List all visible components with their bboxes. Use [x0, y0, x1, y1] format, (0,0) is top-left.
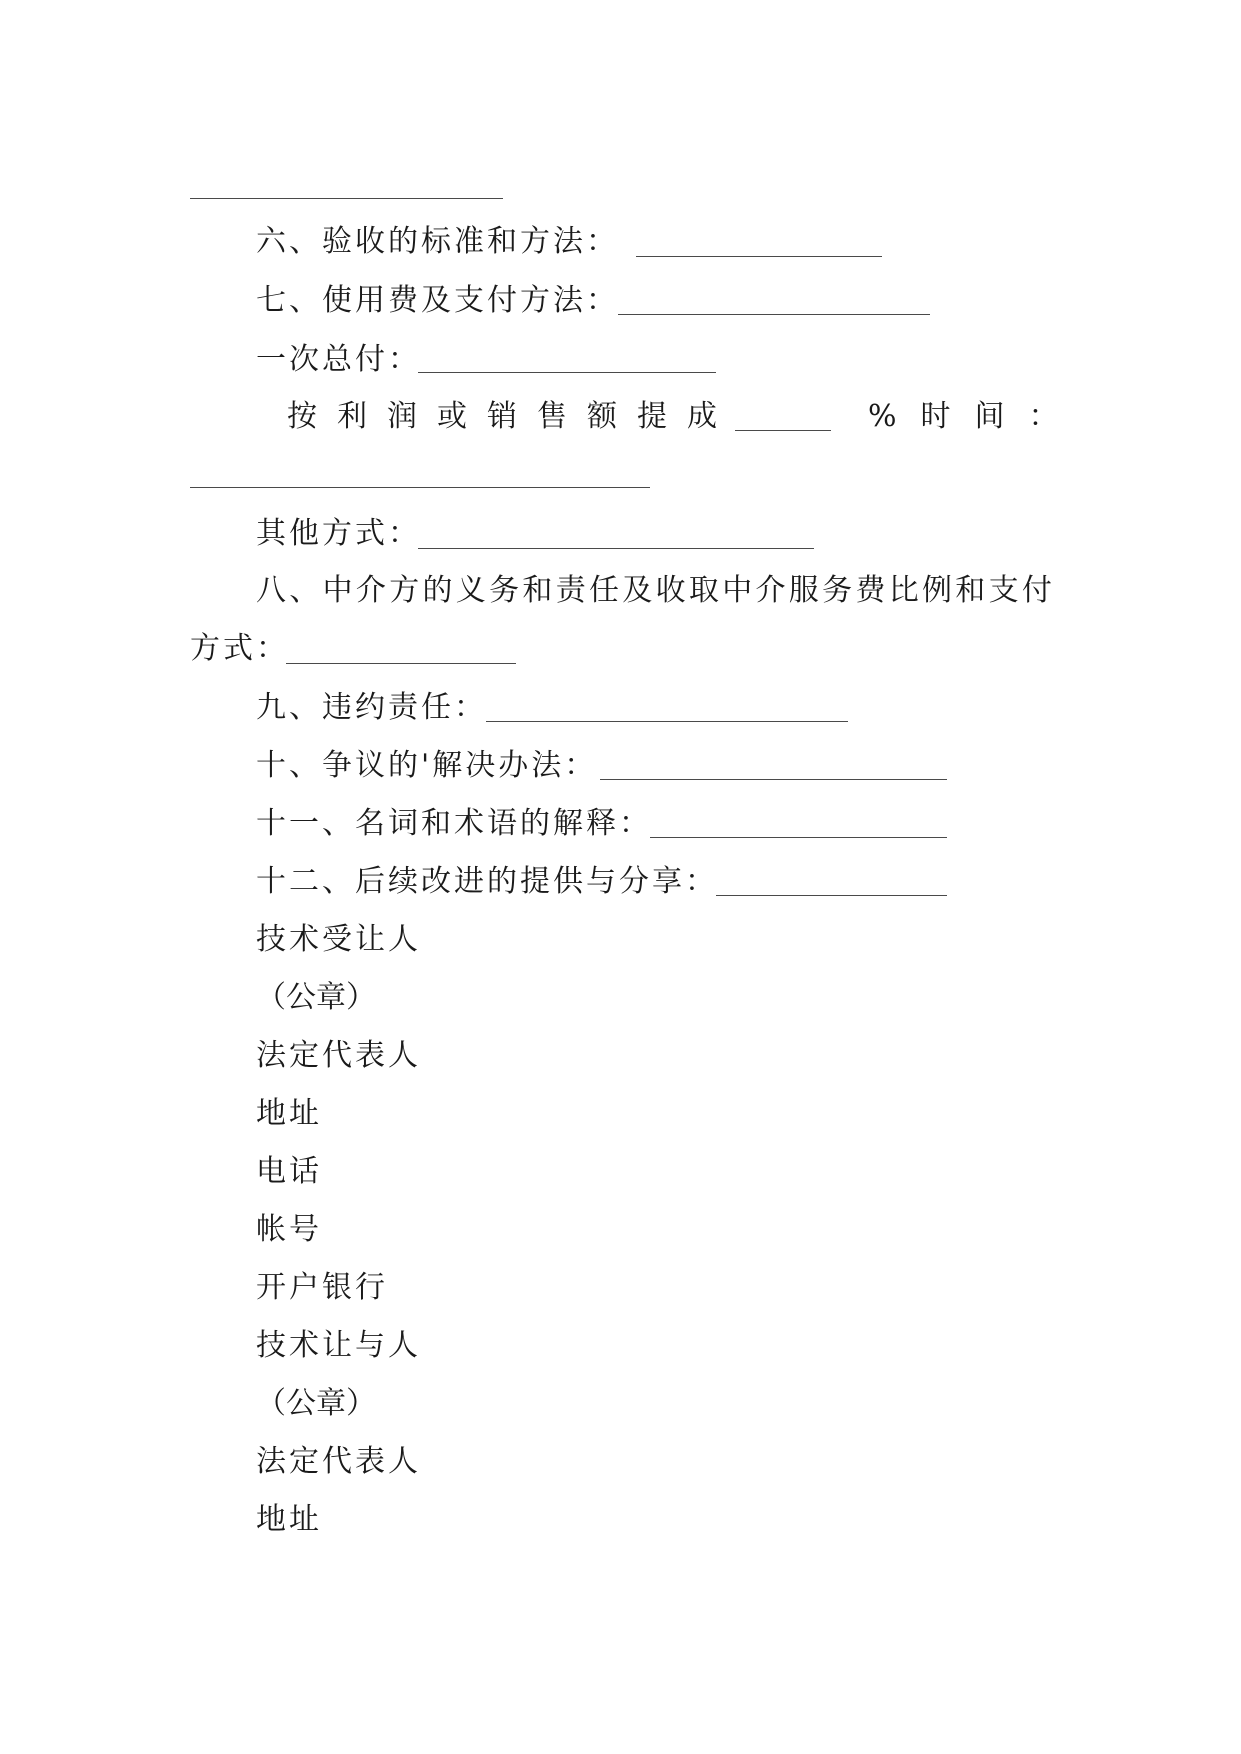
transferee-address: 地址 — [256, 1096, 322, 1131]
clause-12-blank — [716, 895, 947, 896]
royalty-label: 按利润或销售额提成 — [287, 399, 737, 434]
transferee-bank: 开户银行 — [256, 1270, 388, 1305]
transferor-representative: 法定代表人 — [256, 1444, 421, 1479]
lump-sum-label: 一次总付： — [256, 342, 421, 377]
clause-12-label: 十二、后续改进的提供与分享： — [256, 864, 718, 899]
clause-6-blank — [636, 256, 882, 257]
clause-9-blank — [486, 721, 848, 722]
clause-10-label: 十、争议的'解决办法： — [256, 748, 598, 783]
clause-11-label: 十一、名词和术语的解释： — [256, 806, 652, 841]
other-method-blank — [418, 548, 814, 549]
transferor-title: 技术让与人 — [256, 1328, 421, 1363]
clause-9-label: 九、违约责任： — [256, 690, 487, 725]
royalty-pct-blank — [735, 430, 831, 431]
clause-10-blank — [600, 779, 947, 780]
lump-sum-blank — [418, 372, 716, 373]
royalty-pct-label: %时间： — [868, 399, 1083, 434]
transferee-account: 帐号 — [256, 1212, 322, 1247]
clause-7-label: 七、使用费及支付方法： — [256, 283, 619, 318]
royalty-time-blank — [190, 487, 650, 488]
blank-line-continuation — [190, 198, 503, 199]
transferee-phone: 电话 — [256, 1154, 322, 1189]
clause-7-blank — [618, 314, 930, 315]
clause-11-blank — [650, 837, 947, 838]
clause-8-blank — [286, 663, 516, 664]
transferee-title: 技术受让人 — [256, 922, 421, 957]
clause-6-label: 六、验收的标准和方法： — [256, 224, 619, 259]
transferee-representative: 法定代表人 — [256, 1038, 421, 1073]
transferee-seal: （公章） — [256, 980, 376, 1015]
transferor-seal: （公章） — [256, 1386, 376, 1421]
clause-8-label-cont: 方式： — [190, 631, 289, 666]
transferor-address: 地址 — [256, 1502, 322, 1537]
other-method-label: 其他方式： — [256, 516, 421, 551]
clause-8-label: 八、中介方的义务和责任及收取中介服务费比例和支付 — [256, 573, 1056, 608]
